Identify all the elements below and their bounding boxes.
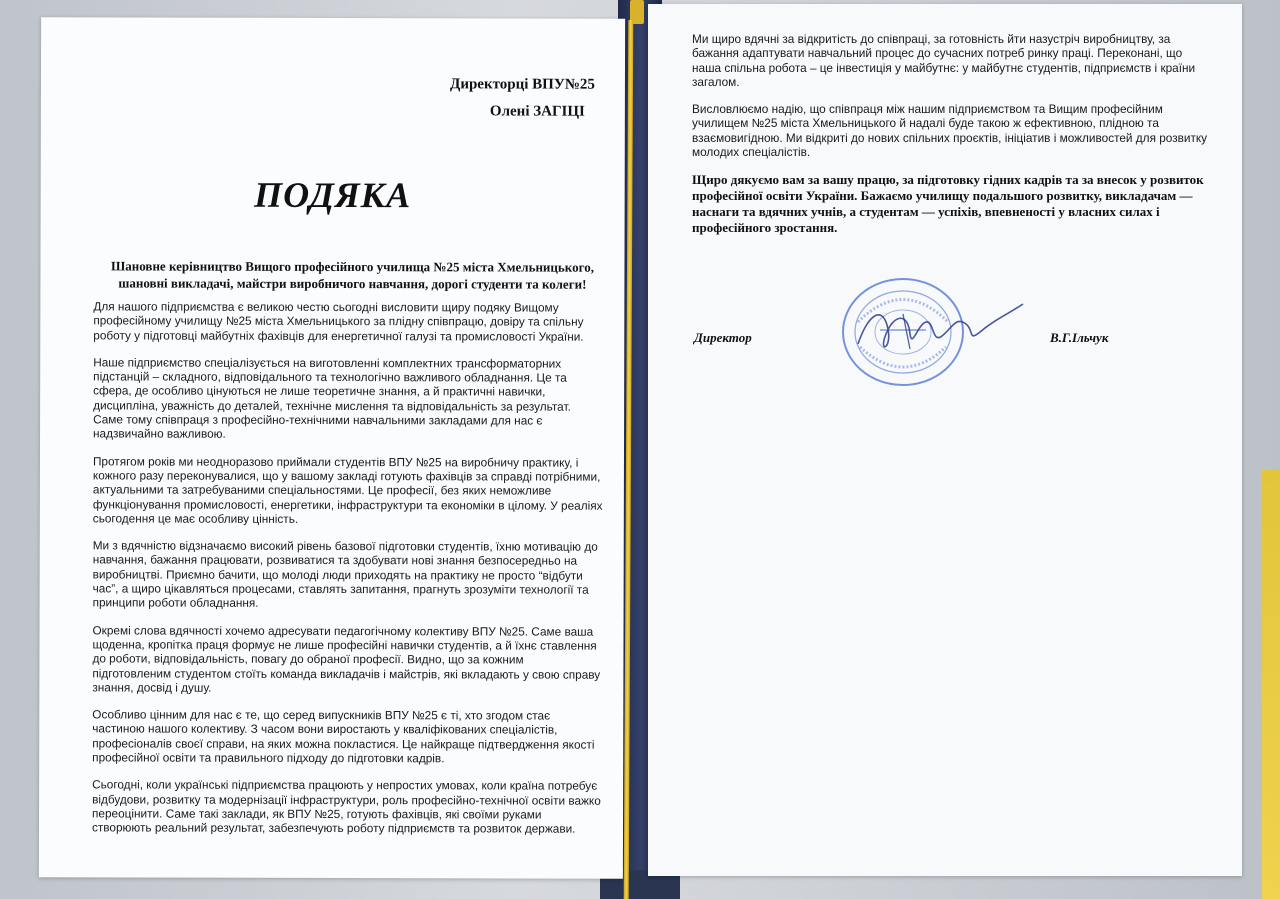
paragraph: Окремі слова вдячності хочемо адресувати педагогічному колективу ВПУ №25. Саме ваша щоденна, кропітка праця формує не лише професійні навички студентів, а й їхнє ставлення до роботи, відповідальність, повагу до обраної професії. Видно, що за кожним підготовленим студентом стоїть команда викладачів і майстрів, які вкладають у свою справу знання, досвід і душу. (92, 623, 601, 695)
paragraph: Наше підприємство спеціалізується на виготовленні комплектних трансформаторних підстанцій – складного, відповідального та технологічно важливого обладнання. Це та сфера, де особливо цінуються не лише теоретичне знання, а й практичні навички, дисципліна, уважність до деталей, технічне мислення та відповідальність за результат. Саме тому співпраця з професійно-технічними навчальними закладами для нас є надзвичайно важливою. (93, 355, 571, 442)
paragraph: Ми з вдячністю відзначаємо високий рівень базової підготовки студентів, їхню мотивацію до навчання, бажання працювати, розвиватися та здобувати нові знання безпосередньо на виробництві. Приємно бачити, що молоді люди приходять на практику не просто “відбути час”, а щиро цікавляться процесами, ставлять запитання, прагнуть зрозуміти технології та принципи роботи обладнання. (92, 538, 598, 611)
addressee-line-1: Директорці ВПУ№25 (449, 76, 595, 93)
salutation: Шановне керівництво Вищого професійного училища №25 міста Хмельницького, шановні викладачі, майстри виробничого навчання, дорогі студенти та колеги! (110, 258, 594, 292)
paragraph: Сьогодні, коли українські підприємства працюють у непростих умовах, коли країна потребує відбудови, розвитку та модернізації інфраструктури, роль професійно-технічної освіти важко переоцінити. Саме такі заклади, як ВПУ №25, готують фахівців, які своїми руками створюють реальний результат, забезпечують роботу підприємств та розвиток держави. (91, 777, 601, 836)
letter-body-left (92, 299, 603, 849)
paragraph: Протягом років ми неодноразово приймали студентів ВПУ №25 на виробничу практику, і кожного разу переконувалися, що у вашому закладі готують фахівців за справді потрібними, актуальними та затребуваними спеціальностями. Це професії, без яких неможливе функціонування промисловості, енергетики, інфраструктури та економіки в цілому. У реаліях сьогодення це має особливу цінність. (92, 454, 603, 526)
paragraph: Ми щиро вдячні за відкритість до співпраці, за готовність йти назустріч виробництву, за бажання адаптувати навчальний процес до сучасних потреб ринку праці. Переконані, що наша спільна робота – це інвестиція у майбутнє: у майбутнє студентів, підприємств і країни загалом. (692, 32, 1196, 89)
addressee-line-2: Олені ЗАГІЦІ (489, 103, 585, 120)
yellow-backdrop-strip (1262, 470, 1280, 899)
closing-paragraph: Щиро дякуємо вам за вашу працю, за підготовку гідних кадрів та за внесок у розвиток професійної освіти України. Бажаємо училищу подальшого розвитку, викладачам — наснаги та вдячних учнів, а студентам — успіхів, впевненості у власних силах і професійного зростання. (692, 172, 1204, 236)
addressee-block (355, 76, 595, 131)
handwritten-signature-icon (848, 294, 1028, 364)
letter-page-right (648, 4, 1242, 876)
document-title: ПОДЯКА (254, 174, 412, 216)
letter-page-left (39, 17, 625, 879)
signatory-name: В.Г.Ільчук (1050, 330, 1109, 345)
signatory-title: Директор (694, 330, 752, 345)
paragraph: Особливо цінним для нас є те, що серед випускників ВПУ №25 є ті, хто згодом стає частиною нашого колективу. З часом вони виростають у кваліфікованих спеціалістів, професіоналів своєї справи, на яких можна покластися. Це найкраще підтвердження якості професійної освіти та правильного підходу до підготовки кадрів. (92, 707, 595, 766)
paragraph: Для нашого підприємства є великою честю сьогодні висловити щиру подяку Вищому професійному училищу №25 міста Хмельницького за плідну співпрацю, довіру та спільну роботу у підготовці майбутніх фахівців для енергетичної галузі та промисловості України. (93, 299, 584, 344)
paragraph: Висловлюємо надію, що співпраця між нашим підприємством та Вищим професійним училищем №25 міста Хмельницького й надалі буде такою ж ефективною, плідною та взаємовигідною. Ми відкриті до нових спільних проєктів, ініціатив і можливостей для розвитку молодих спеціалістів. (692, 102, 1208, 160)
letter-body-right (692, 32, 1212, 249)
